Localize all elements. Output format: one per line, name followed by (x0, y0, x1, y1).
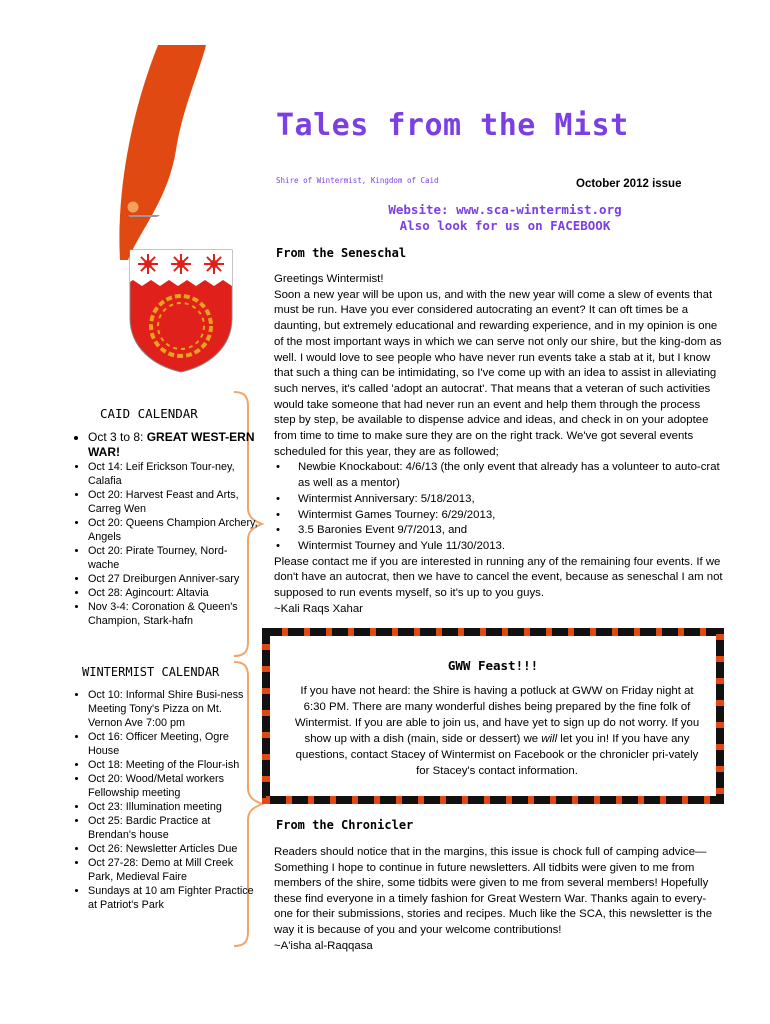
list-item: • Oct 25: Bardic Practice at Brendan's house (88, 814, 258, 842)
list-item: • Nov 3-4: Coronation & Queen's Champion, Stark-hafn (88, 600, 258, 628)
list-item: • Oct 23: Illumination meeting (88, 800, 258, 814)
list-item: • Oct 3 to 8: GREAT WEST-ERN WAR! (88, 430, 258, 460)
newsletter-subtitle: Shire of Wintermist, Kingdom of Caid (276, 176, 439, 185)
list-item: • Oct 18: Meeting of the Flour-ish (88, 758, 258, 772)
list-item: • Wintermist Tourney and Yule 11/30/2013. (298, 539, 724, 555)
list-item: • Oct 27 Dreiburgen Anniver-sary (88, 572, 258, 586)
seneschal-signature: ~Kali Raqs Xahar (274, 602, 363, 615)
chronicler-article (274, 845, 724, 954)
list-item: • Oct 10: Informal Shire Busi-ness Meeting Tony's Pizza on Mt. Vernon Ave 7:00 pm (88, 688, 258, 730)
gww-feast-heading: GWW Feast!!! (447, 658, 539, 673)
list-item: • Wintermist Games Tourney: 6/29/2013, (298, 508, 724, 524)
list-item: • Wintermist Anniversary: 5/18/2013, (298, 492, 724, 508)
list-item: • Oct 20: Pirate Tourney, Nord-wache (88, 544, 258, 572)
issue-date: October 2012 issue (576, 178, 682, 190)
seneschal-greeting: Greetings Wintermist! (274, 273, 384, 285)
list-item: • Oct 14: Leif Erickson Tour-ney, Calafia (88, 460, 258, 488)
list-item: • Sundays at 10 am Fighter Practice at Patriot's Park (88, 884, 258, 912)
facebook-line: Also look for us on FACEBOOK (399, 218, 611, 233)
list-item: • Oct 27-28: Demo at Mill Creek Park, Medieval Faire (88, 856, 258, 884)
list-item: • Oct 20: Wood/Metal workers Fellowship meeting (88, 772, 258, 800)
list-item: • 3.5 Baronies Event 9/7/2013, and (298, 523, 724, 539)
seneschal-article (274, 272, 724, 617)
seneschal-event-list (274, 460, 724, 554)
seneschal-closing: Please contact me if you are interested in running any of the remaining four events. If we don't have an autocrat, then we have to cancel the event, because as seneschal I am not supposed to run events myself, so it's up to you guys. (274, 555, 723, 600)
list-item: • Oct 28: Agincourt: Altavia (88, 586, 258, 600)
website-line[interactable]: Website: www.sca-wintermist.org (388, 202, 622, 217)
chronicler-signature: ~A'isha al-Raqqasa (274, 939, 373, 952)
chronicler-paragraph: Readers should notice that in the margins, this issue is chock full of camping advice—Something I hope to continue in future newsletters. All tidbits were given to me from members of the shire, some tidbits were given to me from several members! Hopefully these find everyone in a timely fashion for Great Western War. Thanks again to every-one for their submissions, stories and recipes. Much like the SCA, this newsletter is the way it is because of you and your welcome contributions! (274, 846, 713, 936)
gww-feast-body: If you have not heard: the Shire is having a potluck at GWW on Friday night at 6:30 PM. There are many wonderful dishes being prepared by the fine folk of Wintermist. If you are able to join us, and have yet to sign up do not worry. If you show up with a dish (main, side or dessert) we will let you in! If you have any questions, contact Stacey of Wintermist on Facebook or the chronicler pri-vately for Stacey's contact information. (294, 685, 700, 777)
shire-arms-shield-icon (128, 248, 234, 374)
list-item: • Oct 20: Queens Champion Archery, Angels (88, 516, 258, 544)
caid-calendar-list (74, 430, 258, 628)
list-item: • Oct 20: Harvest Feast and Arts, Carreg Wen (88, 488, 258, 516)
list-item: • Newbie Knockabout: 4/6/13 (the only event that already has a volunteer to auto-crat as well as a mentor) (298, 460, 724, 491)
website-block (360, 202, 650, 234)
caid-calendar-heading: CAID CALENDAR (100, 406, 198, 421)
list-item: • Oct 16: Officer Meeting, Ogre House (88, 730, 258, 758)
newsletter-title: Tales from the Mist (276, 108, 629, 143)
wintermist-calendar-heading: WINTERMIST CALENDAR (82, 665, 220, 679)
seneschal-heading: From the Seneschal (276, 246, 407, 260)
list-item: • Oct 26: Newsletter Articles Due (88, 842, 258, 856)
wintermist-calendar-list (74, 688, 258, 912)
seneschal-paragraph: Soon a new year will be upon us, and with the new year will come a slew of events that must be run. Have you ever considered autocrating an event? It can oft times be a daunting, but extremely educational and rewarding experience, and in my opinion is one of the most important ways in which we can serve not only our shire, but the king-dom as well. I would love to see people who have never run events take a stab at it, but I know that such a thing can be intimidating, so I've come up with an idea to assist in alleviating such nerves, it's called 'adopt an autocrat'. That means that a veteran of such activities would take someone that had never run an event and help them through the process step by step, be available to dispense advice and ideas, and check in on your adoptee from time to time to make sure they are on the right track. We've got several events scheduled for this year, they are as followed; (274, 288, 722, 458)
chronicler-heading: From the Chronicler (276, 818, 414, 832)
